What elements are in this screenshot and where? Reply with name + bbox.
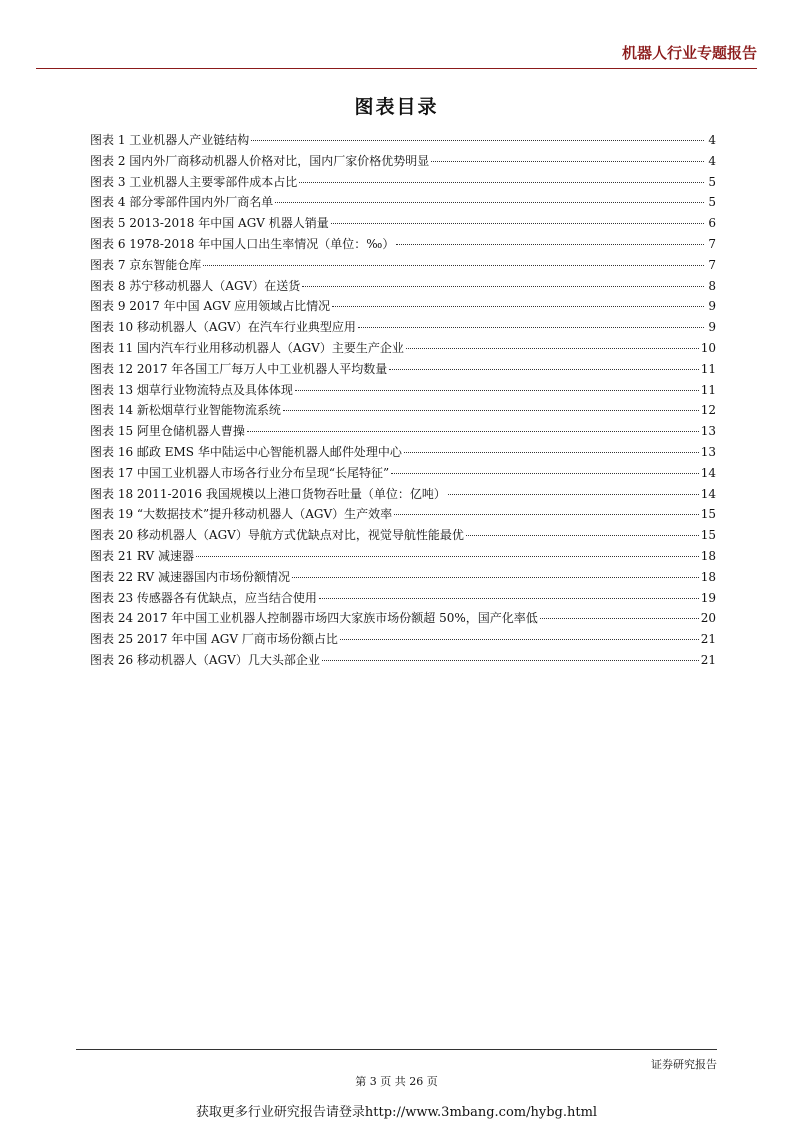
toc-entry-page: 15 [700, 528, 716, 543]
toc-entry[interactable] [90, 400, 716, 421]
toc-leader-dots [299, 181, 704, 183]
toc-entry-title: RV 减速器 [136, 548, 195, 563]
toc-leader-dots [292, 576, 699, 578]
toc-entry-label: 图表 22 [90, 569, 134, 584]
toc-entry-label: 图表 14 [90, 403, 134, 418]
page-number: 第 3 页 共 26 页 [355, 1075, 438, 1088]
toc-entry-title: 移动机器人（AGV）导航方式优缺点对比，视觉导航性能最优 [136, 528, 464, 543]
toc-entry-page: 5 [708, 195, 716, 210]
toc-leader-dots [295, 389, 699, 391]
toc-entry[interactable] [90, 442, 716, 463]
toc-entry-page: 13 [700, 424, 716, 439]
toc-entry-label: 图表 3 [90, 174, 126, 189]
toc-entry-label: 图表 25 [90, 632, 134, 647]
toc-entry-page: 4 [708, 153, 716, 168]
toc-entry[interactable] [90, 567, 716, 588]
toc-entry[interactable] [90, 213, 716, 234]
toc-entry-label: 图表 6 [90, 236, 126, 251]
toc-entry-label: 图表 20 [90, 528, 134, 543]
toc-leader-dots [340, 638, 699, 640]
toc-entry-page: 10 [700, 340, 716, 355]
toc-entry-title: 烟草行业物流特点及具体体现 [136, 382, 293, 397]
toc-entry-page: 21 [700, 632, 716, 647]
toc-entry-label: 图表 19 [90, 507, 134, 522]
toc-entry-title: 苏宁移动机器人（AGV）在送货 [129, 278, 301, 293]
toc-entry[interactable] [90, 608, 716, 629]
toc-leader-dots [275, 201, 704, 203]
toc-leader-dots [389, 368, 698, 370]
toc-entry[interactable] [90, 234, 716, 255]
toc-entry-label: 图表 17 [90, 465, 134, 480]
toc-entry-page: 14 [700, 465, 716, 480]
toc-entry-page: 8 [708, 278, 716, 293]
toc-entry[interactable] [90, 130, 716, 151]
toc-leader-dots [319, 597, 699, 599]
toc-leader-dots [448, 493, 699, 495]
toc-leader-dots [540, 617, 699, 619]
toc-entry-label: 图表 5 [90, 216, 126, 231]
toc-leader-dots [466, 534, 699, 536]
toc-entry-title: “大数据技术”提升移动机器人（AGV）生产效率 [136, 507, 393, 522]
toc-entry-page: 6 [708, 216, 716, 231]
toc-leader-dots [247, 430, 699, 432]
toc-entry-title: 工业机器人主要零部件成本占比 [129, 174, 298, 189]
toc-entry[interactable] [90, 255, 716, 276]
toc-entry-title: 阿里仓储机器人曹操 [136, 424, 245, 439]
toc-entry-title: 2011-2016 我国规模以上港口货物吞吐量（单位：亿吨） [136, 486, 446, 501]
toc-entry-page: 18 [700, 569, 716, 584]
toc-entry-page: 14 [700, 486, 716, 501]
toc-entry[interactable] [90, 463, 716, 484]
toc-entry-page: 13 [700, 444, 716, 459]
toc-entry-label: 图表 18 [90, 486, 134, 501]
toc-entry-page: 5 [708, 174, 716, 189]
toc-entry-page: 4 [708, 133, 716, 147]
toc-entry-page: 7 [708, 236, 716, 251]
toc-entry[interactable] [90, 296, 716, 317]
footer-divider [76, 1049, 717, 1050]
toc-leader-dots [331, 222, 704, 224]
toc-entry-page: 11 [700, 382, 716, 397]
toc-leader-dots [404, 451, 699, 453]
toc-leader-dots [391, 472, 699, 474]
toc-entry[interactable] [90, 650, 716, 671]
toc-entry[interactable] [90, 172, 716, 193]
toc-entry-title: 中国工业机器人市场各行业分布呈现“长尾特征” [136, 465, 390, 480]
toc-entry[interactable] [90, 504, 716, 525]
toc-entry-title: 传感器各有优缺点，应当结合使用 [136, 590, 317, 605]
toc-entry-title: 移动机器人（AGV）在汽车行业典型应用 [136, 320, 356, 335]
toc-entry-title: 工业机器人产业链结构 [129, 133, 250, 147]
toc-entry-label: 图表 2 [90, 153, 126, 168]
toc-entry-label: 图表 8 [90, 278, 126, 293]
toc-entry-label: 图表 16 [90, 444, 134, 459]
promo-link-text[interactable]: 获取更多行业研究报告请登录http://www.3mbang.com/hybg.html [195, 1105, 598, 1120]
toc-entry-title: 新松烟草行业智能物流系统 [136, 403, 281, 418]
toc-entry-page: 21 [700, 652, 716, 667]
toc-entry-label: 图表 23 [90, 590, 134, 605]
toc-entry-label: 图表 4 [90, 195, 126, 210]
toc-entry-label: 图表 21 [90, 548, 134, 563]
toc-entry[interactable] [90, 484, 716, 505]
toc-entry-title: 2017 年中国 AGV 厂商市场份额占比 [136, 632, 338, 647]
toc-leader-dots [431, 160, 704, 162]
toc-entry-page: 9 [708, 299, 716, 314]
toc-leader-dots [302, 285, 704, 287]
toc-entry-title: 国内汽车行业用移动机器人（AGV）主要生产企业 [136, 340, 404, 355]
toc-entry-page: 18 [700, 548, 716, 563]
toc-entry-label: 图表 26 [90, 652, 134, 667]
toc-entry[interactable] [90, 151, 716, 172]
toc-entry-page: 15 [700, 507, 716, 522]
toc-entry-title: 2017 年各国工厂每万人中工业机器人平均数量 [136, 361, 388, 376]
toc-entry[interactable] [90, 588, 716, 609]
toc-entry-title: 2017 年中国 AGV 应用领域占比情况 [129, 299, 331, 314]
toc-entry-title: 移动机器人（AGV）几大头部企业 [136, 652, 320, 667]
toc-entry-label: 图表 24 [90, 611, 134, 626]
toc-entry-page: 9 [708, 320, 716, 335]
toc-entry[interactable] [90, 338, 716, 359]
toc-entry[interactable] [90, 192, 716, 213]
toc-entry[interactable] [90, 359, 716, 380]
toc-entry-title: 部分零部件国内外厂商名单 [129, 195, 274, 210]
toc-entry-label: 图表 7 [90, 257, 126, 272]
toc-entry-page: 19 [700, 590, 716, 605]
toc-entry-title: 邮政 EMS 华中陆运中心智能机器人邮件处理中心 [136, 444, 402, 459]
toc-entry-title: 京东智能仓库 [129, 257, 202, 272]
toc-entry[interactable] [90, 629, 716, 650]
toc-leader-dots [332, 305, 704, 307]
toc-leader-dots [394, 513, 699, 515]
toc-entry-label: 图表 15 [90, 424, 134, 439]
toc-entry-title: 1978-2018 年中国人口出生率情况（单位：‰） [129, 236, 395, 251]
toc-entry-label: 图表 10 [90, 320, 134, 335]
toc-leader-dots [283, 409, 699, 411]
toc-entry[interactable] [90, 546, 716, 567]
toc-leader-dots [196, 555, 699, 557]
toc-leader-dots [358, 326, 704, 328]
toc-entry-title: 2017 年中国工业机器人控制器市场四大家族市场份额超 50%，国产化率低 [136, 611, 538, 626]
toc-leader-dots [406, 347, 699, 349]
toc-title: 图表目录 [354, 96, 439, 118]
toc-entry-label: 图表 13 [90, 382, 134, 397]
toc-entry-page: 11 [700, 361, 716, 376]
toc-entry-page: 20 [700, 611, 716, 626]
toc-entry-page: 7 [708, 257, 716, 272]
toc-entry-label: 图表 11 [90, 340, 134, 355]
toc-entry-title: 国内外厂商移动机器人价格对比，国内厂家价格优势明显 [129, 153, 430, 168]
toc-leader-dots [203, 264, 704, 266]
toc-entry[interactable] [90, 276, 716, 297]
toc-leader-dots [396, 243, 704, 245]
toc-entry[interactable] [90, 525, 716, 546]
toc-entry-label: 图表 1 [90, 133, 126, 147]
toc-entry-label: 图表 9 [90, 299, 126, 314]
header-divider [36, 68, 757, 69]
toc-entry-label: 图表 12 [90, 361, 134, 376]
report-header-title: 机器人行业专题报告 [621, 44, 757, 62]
toc-entry-title: 2013-2018 年中国 AGV 机器人销量 [129, 216, 329, 231]
toc-entry[interactable] [90, 421, 716, 442]
toc-entry-title: RV 减速器国内市场份额情况 [136, 569, 291, 584]
toc-list [90, 130, 716, 671]
toc-entry[interactable] [90, 380, 716, 401]
toc-leader-dots [251, 139, 704, 141]
footer-report-type: 证券研究报告 [651, 1058, 717, 1071]
toc-entry[interactable] [90, 317, 716, 338]
toc-leader-dots [322, 659, 699, 661]
toc-entry-page: 12 [700, 403, 716, 418]
